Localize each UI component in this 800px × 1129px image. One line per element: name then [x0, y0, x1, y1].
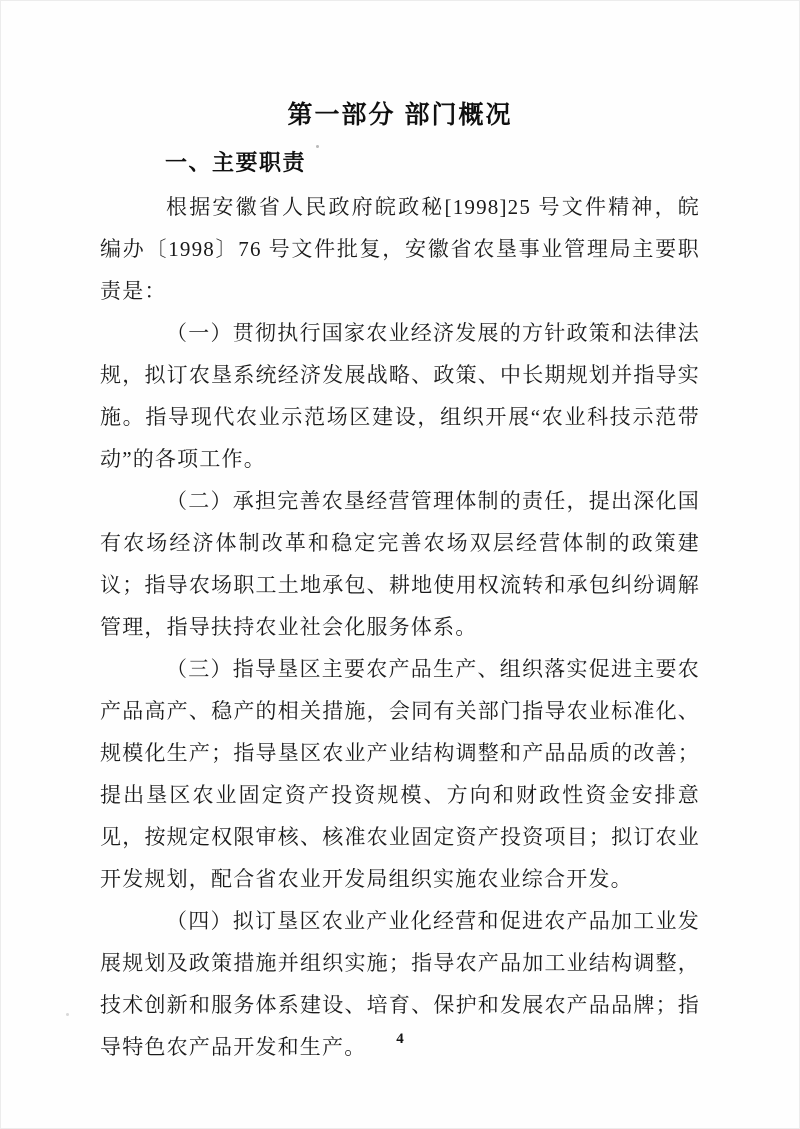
- section-heading: 一、主要职责: [165, 150, 307, 175]
- body-paragraph: 根据安徽省人民政府皖政秘[1998]25 号文件精神，皖编办〔1998〕76 号文件批复，安徽省农垦事业管理局主要职责是：: [100, 195, 700, 303]
- body-paragraphs: [100, 186, 700, 1068]
- scan-speck: [316, 145, 319, 148]
- page-number: 4: [396, 1031, 404, 1047]
- body-paragraph: （二）承担完善农垦经营管理体制的责任，提出深化国有农场经济体制改革和稳定完善农场双层经营体制的政策建议；指导农场职工土地承包、耕地使用权流转和承包纠纷调解管理，指导扶持农业社会化服务体系。: [100, 489, 700, 639]
- body-paragraph: （一）贯彻执行国家农业经济发展的方针政策和法律法规，拟订农垦系统经济发展战略、政策、中长期规划并指导实施。指导现代农业示范场区建设，组织开展“农业科技示范带动”的各项工作。: [100, 321, 700, 471]
- body-paragraph: （三）指导垦区主要农产品生产、组织落实促进主要农产品高产、稳产的相关措施，会同有关部门指导农业标准化、规模化生产；指导垦区农业产业结构调整和产品品质的改善；提出垦区农业固定资产投资规模、方向和财政性资金安排意见，按规定权限审核、核准农业固定资产投资项目；拟订农业开发规划，配合省农业开发局组织实施农业综合开发。: [100, 657, 700, 891]
- text-block: [100, 1, 700, 1068]
- document-title: 第一部分 部门概况: [287, 101, 513, 129]
- scan-speck: [66, 1013, 69, 1016]
- body-paragraph: （四）拟订垦区农业产业化经营和促进农产品加工业发展规划及政策措施并组织实施；指导农产品加工业结构调整，技术创新和服务体系建设、培育、保护和发展农产品品牌；指导特色农产品开发和生产。: [100, 909, 700, 1059]
